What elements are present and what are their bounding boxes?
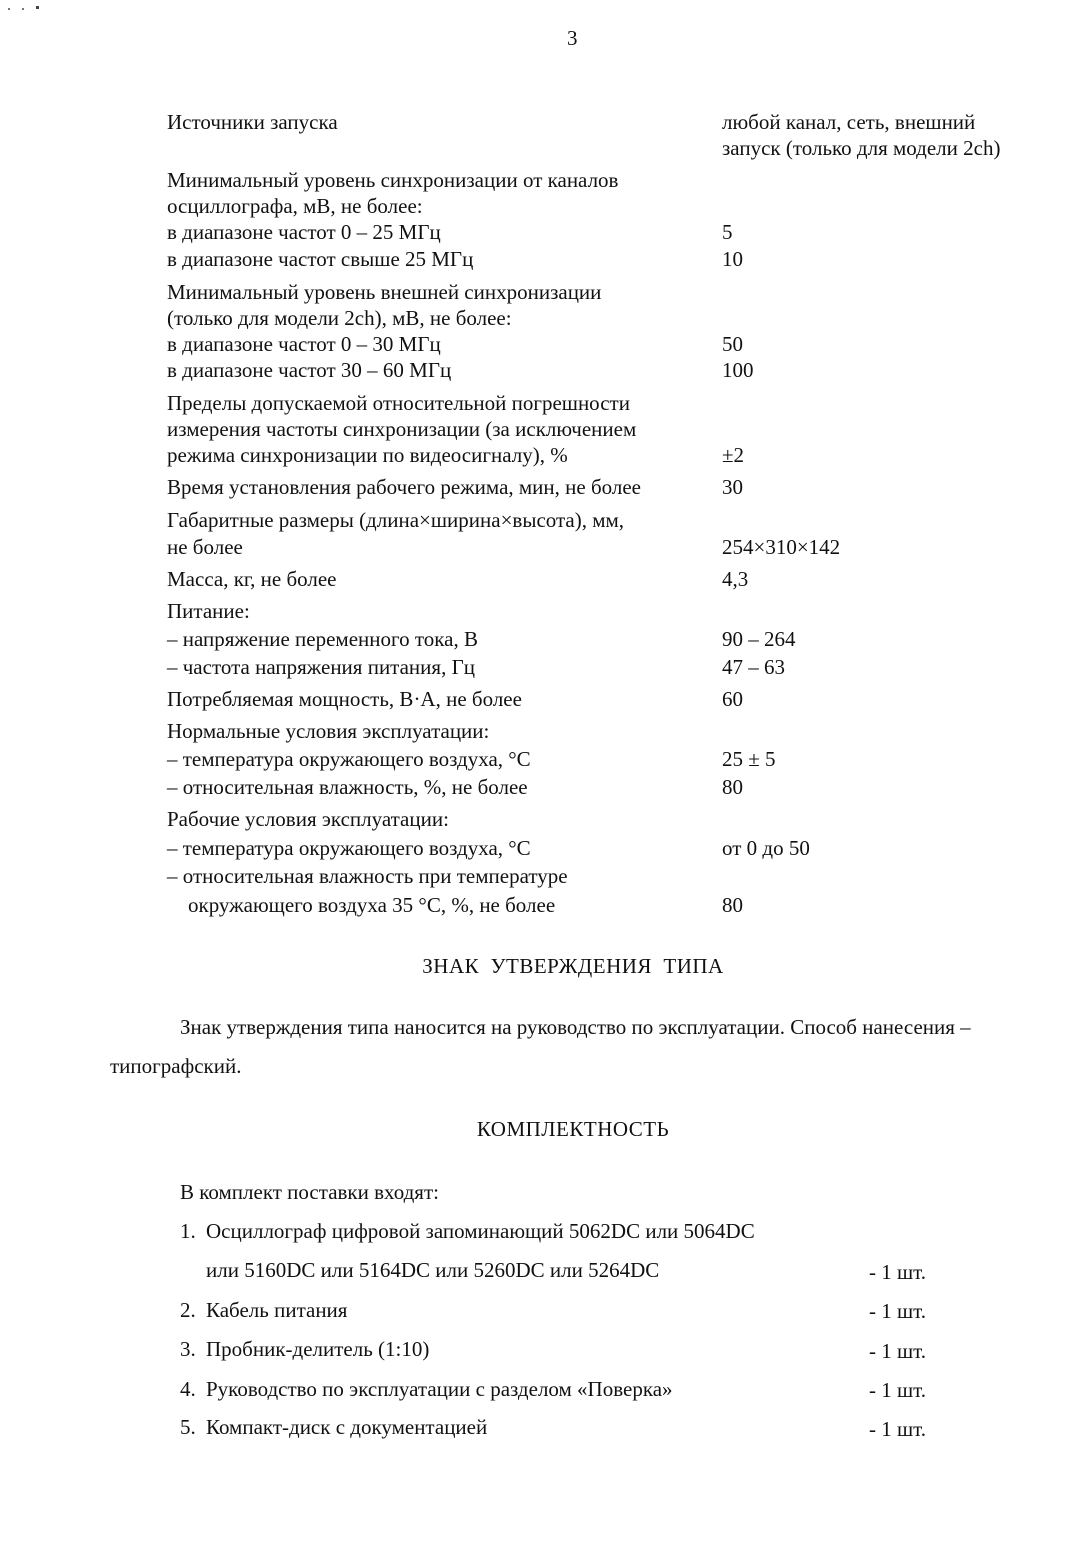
page-number: 3 — [567, 26, 578, 50]
spec-row-value: 50 — [722, 332, 743, 356]
spec-row-value: 5 — [722, 220, 733, 244]
spec-value-trigger-sources-cont: запуск (только для модели 2ch) — [722, 136, 1001, 160]
spec-label-normal-conditions: Нормальные условия эксплуатации: — [167, 719, 490, 743]
scan-artifact — [36, 6, 39, 9]
spec-value-dimensions: 254×310×142 — [722, 535, 841, 559]
type-approval-text-cont: типографский. — [110, 1054, 242, 1078]
list-item-qty: - 1 шт. — [869, 1339, 927, 1363]
spec-label-min-sync-channels: Минимальный уровень синхронизации от каналов — [167, 168, 619, 192]
list-item-number: 4. — [180, 1377, 196, 1401]
spec-label-freq-error-cont: режима синхронизации по видеосигналу), % — [167, 443, 568, 467]
spec-row-value: 25 ± 5 — [722, 747, 776, 771]
spec-row-label: – относительная влажность, %, не более — [167, 775, 528, 799]
spec-label-min-sync-channels-cont: осциллографа, мВ, не более: — [167, 194, 423, 218]
list-item-qty: - 1 шт. — [869, 1417, 927, 1441]
list-item-text: Руководство по эксплуатации с разделом «Поверка» — [206, 1377, 673, 1401]
spec-value-consumption: 60 — [722, 687, 743, 711]
spec-row-label: – относительная влажность при температуре — [167, 864, 568, 888]
section-heading-completeness: КОМПЛЕКТНОСТЬ — [476, 1117, 670, 1141]
spec-label-warmup: Время установления рабочего режима, мин, не более — [167, 475, 641, 499]
spec-label-min-sync-external: Минимальный уровень внешней синхронизации — [167, 280, 602, 304]
list-item-number: 2. — [180, 1298, 196, 1322]
list-item-text-cont: или 5160DC или 5164DC или 5260DC или 5264DC — [206, 1258, 660, 1282]
spec-row-label: – частота напряжения питания, Гц — [167, 655, 475, 679]
spec-row-value: 100 — [722, 358, 754, 382]
list-item-qty: - 1 шт. — [869, 1378, 927, 1402]
spec-row-label: в диапазоне частот 0 – 25 МГц — [167, 220, 441, 244]
list-item-number: 1. — [180, 1219, 196, 1243]
spec-row-value: 80 — [722, 775, 743, 799]
spec-value-mass: 4,3 — [722, 567, 749, 591]
list-item-qty: - 1 шт. — [869, 1299, 927, 1323]
spec-row-value: 90 – 264 — [722, 627, 796, 651]
scan-artifact — [8, 8, 10, 10]
spec-label-dimensions: Габаритные размеры (длина×ширина×высота), мм, — [167, 508, 625, 532]
spec-label-freq-error-cont: измерения частоты синхронизации (за исключением — [167, 417, 637, 441]
spec-value-warmup: 30 — [722, 475, 743, 499]
spec-row-value: 47 – 63 — [722, 655, 785, 679]
list-item-qty: - 1 шт. — [869, 1260, 927, 1284]
scan-artifact — [22, 8, 24, 10]
list-item-number: 5. — [180, 1415, 196, 1439]
spec-row-label-cont: окружающего воздуха 35 °С, %, не более — [188, 893, 556, 917]
spec-label-freq-error: Пределы допускаемой относительной погрешности — [167, 391, 630, 415]
spec-value-freq-error: ±2 — [722, 443, 745, 467]
spec-label-working-conditions: Рабочие условия эксплуатации: — [167, 807, 449, 831]
section-heading-type-approval: ЗНАК УТВЕРЖДЕНИЯ ТИПА — [422, 954, 724, 978]
type-approval-text: Знак утверждения типа наносится на руководство по эксплуатации. Способ нанесения – — [180, 1015, 971, 1039]
spec-row-value: 80 — [722, 893, 743, 917]
spec-label-trigger-sources: Источники запуска — [167, 110, 338, 134]
list-item-text: Кабель питания — [206, 1298, 348, 1322]
spec-label-dimensions-cont: не более — [167, 535, 243, 559]
spec-row-label: в диапазоне частот свыше 25 МГц — [167, 247, 474, 271]
list-item-text: Осциллограф цифровой запоминающий 5062DC или 5064DC — [206, 1219, 755, 1243]
spec-row-value: 10 — [722, 247, 743, 271]
spec-label-mass: Масса, кг, не более — [167, 567, 337, 591]
list-item-number: 3. — [180, 1337, 196, 1361]
spec-row-label: – напряжение переменного тока, В — [167, 627, 478, 651]
spec-row-label: в диапазоне частот 0 – 30 МГц — [167, 332, 441, 356]
completeness-intro: В комплект поставки входят: — [180, 1180, 439, 1204]
spec-row-value: от 0 до 50 — [722, 836, 810, 860]
spec-value-trigger-sources: любой канал, сеть, внешний — [722, 110, 976, 134]
spec-label-power: Питание: — [167, 599, 250, 623]
spec-label-min-sync-external-cont: (только для модели 2ch), мВ, не более: — [167, 306, 512, 330]
spec-row-label: – температура окружающего воздуха, °С — [167, 836, 531, 860]
spec-label-consumption: Потребляемая мощность, В·А, не более — [167, 687, 522, 711]
spec-row-label: – температура окружающего воздуха, °С — [167, 747, 531, 771]
list-item-text: Пробник-делитель (1:10) — [206, 1337, 430, 1361]
list-item-text: Компакт-диск с документацией — [206, 1415, 488, 1439]
spec-row-label: в диапазоне частот 30 – 60 МГц — [167, 358, 452, 382]
